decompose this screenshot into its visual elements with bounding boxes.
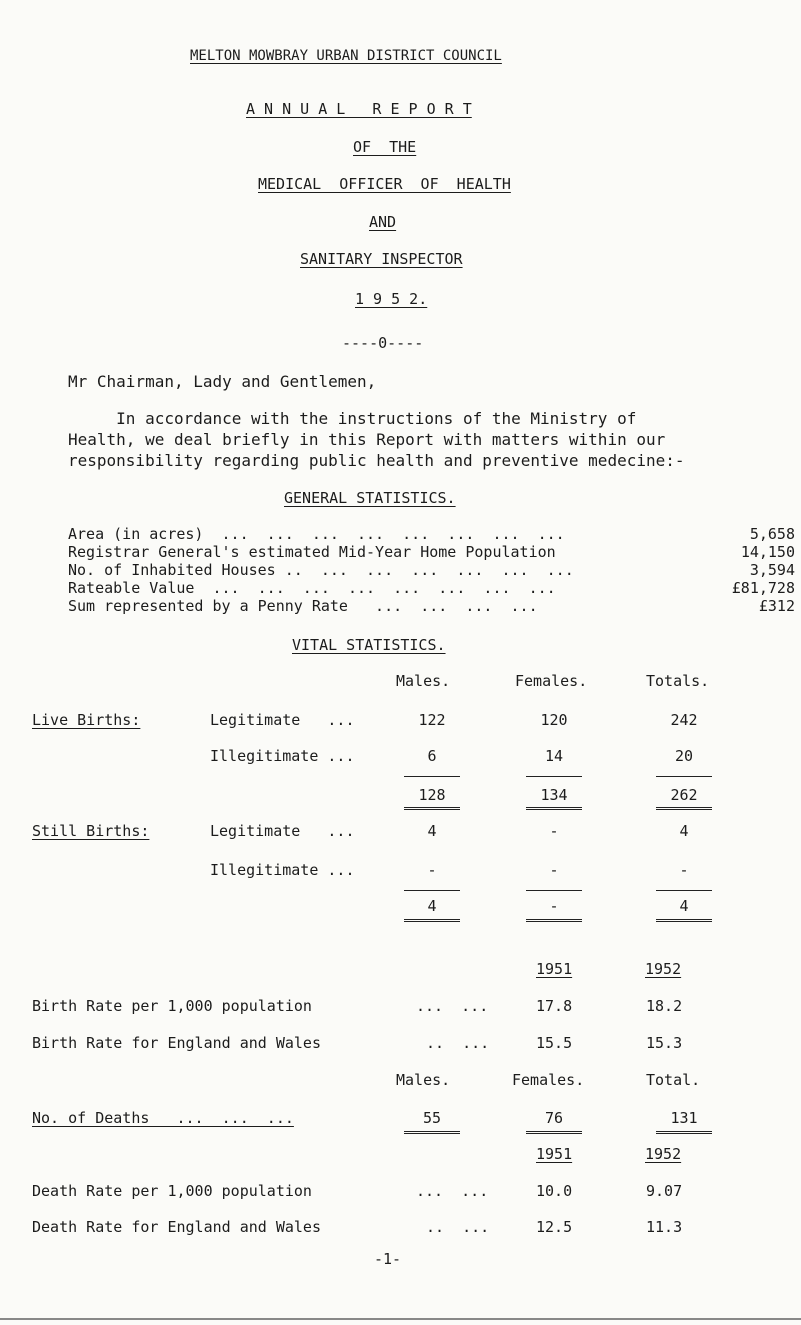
and-line: AND <box>369 213 397 231</box>
birth-rate-ew-1951: 15.5 <box>536 1034 573 1052</box>
total-double-rule <box>404 1131 460 1136</box>
col-females: Females. <box>515 672 588 690</box>
still-legit-totals: 4 <box>679 822 689 840</box>
still-sum-females: - <box>549 897 559 915</box>
general-stat-label: Registrar General's estimated Mid-Year Home Population <box>68 543 556 561</box>
leader-dots: .. ... <box>426 1034 490 1052</box>
year-1952-header: 1952 <box>645 960 682 978</box>
report-year: 1 9 5 2. <box>355 290 428 308</box>
general-stat-value: £81,728 <box>731 579 795 597</box>
still-illegit-females: - <box>549 861 559 879</box>
vital-statistics-heading: VITAL STATISTICS. <box>292 636 446 654</box>
leader-dots: .. ... <box>426 1218 490 1236</box>
deaths-col-males: Males. <box>396 1071 451 1089</box>
legitimate-label: Legitimate ... <box>210 822 355 840</box>
illegitimate-label: Illegitimate ... <box>210 861 355 879</box>
still-illegit-totals: - <box>679 861 689 879</box>
deaths-females: 76 <box>544 1109 564 1127</box>
total-double-rule <box>656 807 712 812</box>
salutation: Mr Chairman, Lady and Gentlemen, <box>68 372 377 391</box>
live-legit-males: 122 <box>418 711 446 729</box>
live-sum-females: 134 <box>540 786 568 804</box>
general-stat-value: 5,658 <box>749 525 795 543</box>
general-stat-label: No. of Inhabited Houses .. ... ... ... ... ... ... <box>68 561 574 579</box>
still-births-label: Still Births: <box>32 822 150 840</box>
annual-report-title: A N N U A L R E P O R T <box>246 100 472 118</box>
still-legit-males: 4 <box>427 822 437 840</box>
death-rate-1951: 10.0 <box>536 1182 573 1200</box>
general-stat-value: 3,594 <box>749 561 795 579</box>
general-stat-label: Rateable Value ... ... ... ... ... ... ... ... <box>68 579 556 597</box>
live-sum-totals: 262 <box>670 786 698 804</box>
total-double-rule <box>526 1131 582 1136</box>
general-statistics-heading: GENERAL STATISTICS. <box>284 489 456 507</box>
intro-line-1: In accordance with the instructions of the Ministry of <box>68 409 637 428</box>
sum-rule <box>404 890 460 891</box>
live-illegit-females: 14 <box>544 747 564 765</box>
sum-rule <box>656 890 712 891</box>
deaths-males: 55 <box>422 1109 442 1127</box>
general-stat-value: £312 <box>758 597 795 615</box>
leader-dots: ... ... <box>416 1182 489 1200</box>
live-illegit-males: 6 <box>427 747 437 765</box>
still-sum-totals: 4 <box>679 897 689 915</box>
page-number: -1- <box>374 1250 402 1268</box>
death-rate-ew-label: Death Rate for England and Wales <box>32 1218 321 1236</box>
sum-rule <box>526 890 582 891</box>
birth-rate-ew-label: Birth Rate for England and Wales <box>32 1034 321 1052</box>
birth-rate-1952: 18.2 <box>646 997 683 1015</box>
sum-rule <box>526 776 582 777</box>
birth-rate-label: Birth Rate per 1,000 population <box>32 997 312 1015</box>
deaths-total: 131 <box>670 1109 698 1127</box>
year-1951-header: 1951 <box>536 960 573 978</box>
birth-rate-1951: 17.8 <box>536 997 573 1015</box>
leader-dots: ... ... <box>416 997 489 1015</box>
deaths-col-total: Total. <box>646 1071 701 1089</box>
death-rate-ew-1952: 11.3 <box>646 1218 683 1236</box>
total-double-rule <box>526 807 582 812</box>
total-double-rule <box>404 807 460 812</box>
total-double-rule <box>404 919 460 924</box>
year-1951-header: 1951 <box>536 1145 573 1163</box>
live-legit-females: 120 <box>540 711 568 729</box>
live-illegit-totals: 20 <box>674 747 694 765</box>
legitimate-label: Legitimate ... <box>210 711 355 729</box>
live-sum-males: 128 <box>418 786 446 804</box>
sum-rule <box>404 776 460 777</box>
year-1952-header: 1952 <box>645 1145 682 1163</box>
page-bottom-edge <box>0 1318 801 1320</box>
general-stat-label: Sum represented by a Penny Rate ... ... ... ... <box>68 597 538 615</box>
death-rate-label: Death Rate per 1,000 population <box>32 1182 312 1200</box>
sanitary-inspector-line: SANITARY INSPECTOR <box>300 250 463 268</box>
intro-line-2: Health, we deal briefly in this Report with matters within our <box>68 430 666 449</box>
total-double-rule <box>656 919 712 924</box>
total-double-rule <box>656 1131 712 1136</box>
separator: ----0---- <box>342 334 424 352</box>
col-males: Males. <box>396 672 451 690</box>
medical-officer-line: MEDICAL OFFICER OF HEALTH <box>258 175 511 193</box>
death-rate-1952: 9.07 <box>646 1182 683 1200</box>
sum-rule <box>656 776 712 777</box>
still-legit-females: - <box>549 822 559 840</box>
birth-rate-ew-1952: 15.3 <box>646 1034 683 1052</box>
death-rate-ew-1951: 12.5 <box>536 1218 573 1236</box>
live-births-label: Live Births: <box>32 711 141 729</box>
illegitimate-label: Illegitimate ... <box>210 747 355 765</box>
general-stat-label: Area (in acres) ... ... ... ... ... ... ... ... <box>68 525 565 543</box>
of-the-line: OF THE <box>353 138 417 156</box>
col-totals: Totals. <box>646 672 710 690</box>
still-sum-males: 4 <box>427 897 437 915</box>
council-title: MELTON MOWBRAY URBAN DISTRICT COUNCIL <box>190 48 502 64</box>
total-double-rule <box>526 919 582 924</box>
general-stat-value: 14,150 <box>740 543 795 561</box>
live-legit-totals: 242 <box>670 711 698 729</box>
intro-line-3: responsibility regarding public health and preventive medecine:- <box>68 451 685 470</box>
still-illegit-males: - <box>427 861 437 879</box>
deaths-col-females: Females. <box>512 1071 585 1089</box>
deaths-label: No. of Deaths ... ... ... <box>32 1109 294 1127</box>
